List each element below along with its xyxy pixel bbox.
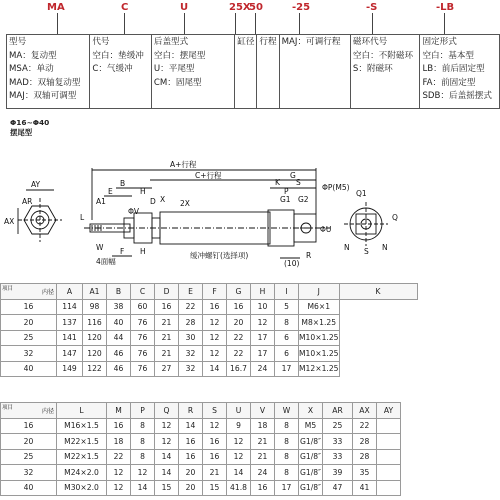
dim-label: 4面幅 (96, 257, 116, 266)
dim-label: L (80, 213, 85, 222)
bore-range-note: Φ16~Φ40 (10, 118, 50, 127)
table-row: 40 M30×2.0 12 14 15 20 15 41.8 16 17 G1/8″ 47 41 (1, 480, 401, 496)
dim-label: E (108, 187, 113, 196)
dim-label: N (382, 243, 388, 252)
dim-label: B (120, 179, 126, 188)
code-segment-adjust: -25 (292, 2, 311, 13)
dim-label: A1 (96, 197, 106, 206)
model-code-table (6, 34, 500, 109)
dimension-table-2: 项目 内径 L M P Q R S U V W X AR AX AY 16 M16×1.5 16 8 12 14 12 9 18 8 M5 25 22 20 M22×1.5 18 8 12 16 16 12 21 8 G1/8″ 33 28 25 M22×1.5 22 8 14 16 16 12 21 8 G1/8″ 33 28 32 M24×2.0 12 12 14 20 21 14 24 8 G1/8″ 39 35 40 M30×2.0 12 14 15 20 15 41.8 16 17 G1/8″ 47 41 (0, 402, 401, 496)
code-segment-bore: 25X (229, 2, 251, 13)
code-col-cushion: 代号 空白：垫缓冲 C：气缓冲 (90, 35, 152, 109)
dim-label: N (344, 243, 350, 252)
dim-label: R (306, 251, 312, 260)
dim-label: G1 (280, 195, 291, 204)
code-col-mount: 固定形式 空白：基本型 LB：前后固定型 FA：前固定型 SDB：后盖摇摆式 (420, 35, 500, 109)
cylinder-drawing (0, 150, 500, 275)
table-row: 25 M22×1.5 22 8 14 16 16 12 21 8 G1/8″ 33 28 (1, 449, 401, 465)
table-row: 20 M22×1.5 18 8 12 16 16 12 21 8 G1/8″ 33 28 (1, 434, 401, 450)
dim-label: (10) (284, 259, 300, 268)
dim-label: 2X (180, 199, 190, 208)
table-row: 40 149 122 46 76 27 32 14 16.7 24 17 M12×1.25 (1, 361, 418, 377)
dim-label: S (296, 178, 301, 187)
dim-label: K (275, 178, 280, 187)
dim-label: A+行程 (170, 160, 197, 169)
dim-label: D (150, 197, 156, 206)
dim-label: C+行程 (195, 171, 222, 180)
dim-label: G (290, 171, 296, 180)
dim-label: ΦP(M5) (322, 183, 350, 192)
table-row: 32 147 120 46 76 21 32 12 22 17 6 M10×1.25 (1, 346, 418, 362)
code-col-bore: 缸径 (235, 35, 257, 109)
table-row: 25 141 120 44 76 21 30 12 22 17 6 M10×1.25 (1, 330, 418, 346)
dim-label: F (120, 247, 125, 256)
dim-label: AY (31, 180, 41, 189)
code-col-stroke: 行程 (257, 35, 279, 109)
dim-label: H (140, 187, 146, 196)
code-segment-stroke: 50 (249, 2, 263, 13)
code-segment-cushion: C (121, 2, 129, 13)
table-corner: 项目 内径 (1, 284, 57, 300)
dim-label: P (284, 187, 289, 196)
table-row: 16 114 98 38 60 16 22 16 16 10 5 M6×1 (1, 299, 418, 315)
dim-label: Q1 (356, 189, 367, 198)
dim-label: X (160, 195, 166, 204)
table-row: 32 M24×2.0 12 12 14 20 21 14 24 8 G1/8″ 39 35 (1, 465, 401, 481)
dim-label: 缓冲螺钉(选择项) (190, 251, 249, 260)
dim-label: ΦU (320, 225, 332, 234)
dim-label: ΦV (128, 207, 140, 216)
dim-label: H (140, 247, 146, 256)
code-segment-type: MA (47, 2, 65, 13)
table-corner: 项目 内径 (1, 403, 57, 419)
dim-label: AX (4, 217, 15, 226)
dim-label: AR (22, 197, 33, 206)
code-col-type: 型号 MA：复动型 MSA：单动 MAD：双轴复动型 MAJ：双轴可调型 (7, 35, 90, 109)
dim-label: S (364, 247, 369, 256)
mount-type-note: 摆尾型 (10, 128, 33, 137)
code-segment-magnet: -S (366, 2, 378, 13)
code-segment-rear-cover: U (180, 2, 189, 13)
code-col-adjust: MAJ：可调行程 (279, 35, 350, 109)
dimension-table-1: 项目 内径 A A1 B C D E F G H I J K 16 114 98 38 60 16 22 16 16 10 5 M6×1 20 137 116 40 76 21 28 12 20 12 8 M8×1.25 25 141 120 44 76 21 30 12 22 17 6 M10×1.25 32 147 120 46 76 21 32 12 22 17 6 M10×1.25 40 149 122 46 76 27 32 14 16.7 24 17 M12×1.25 (0, 283, 418, 377)
model-code-row (0, 2, 500, 16)
code-col-rear-cover: 后盖型式 空白：摆尾型 U：平尾型 CM：固尾型 (151, 35, 234, 109)
table-row: 20 137 116 40 76 21 28 12 20 12 8 M8×1.25 (1, 315, 418, 331)
dim-label: Q (392, 213, 398, 222)
table-row: 16 M16×1.5 16 8 12 14 12 9 18 8 M5 25 22 (1, 418, 401, 434)
dim-label: G2 (298, 195, 309, 204)
code-col-magnet: 磁环代号 空白：不附磁环 S：附磁环 (350, 35, 420, 109)
code-segment-mount: -LB (436, 2, 455, 13)
dim-label: W (96, 243, 104, 252)
